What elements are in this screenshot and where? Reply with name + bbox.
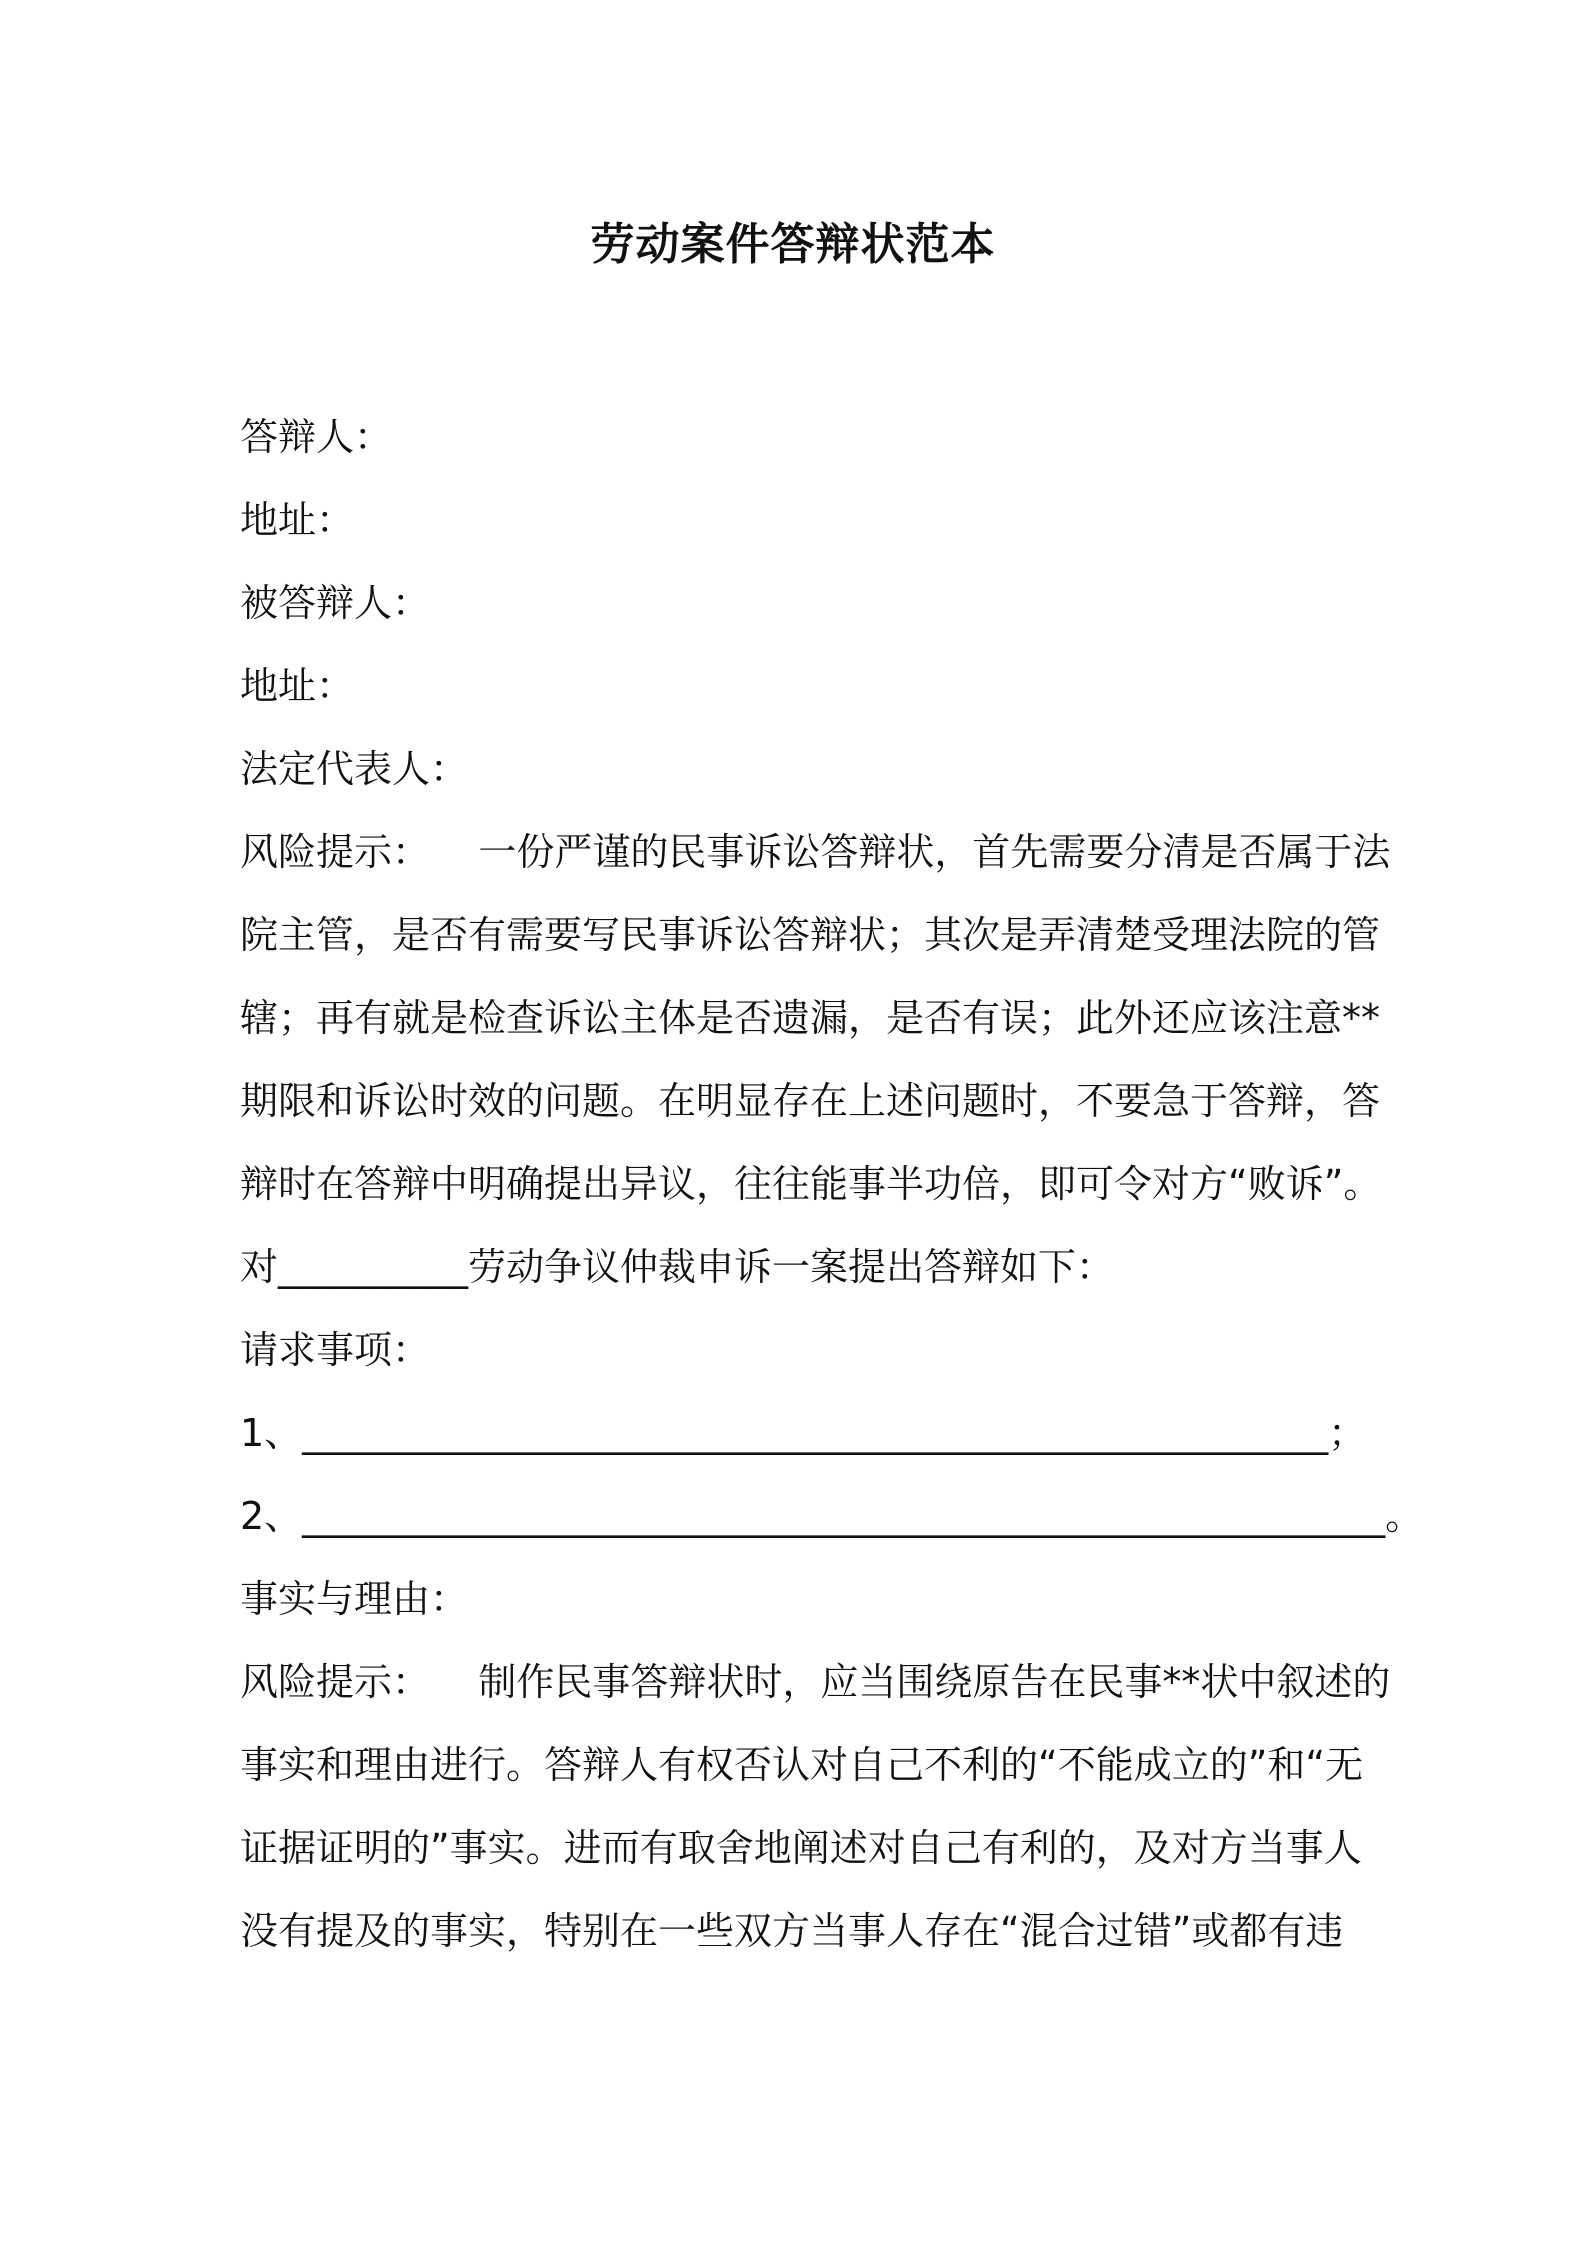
risk-note-paragraph-line: 期限和诉讼时效的问题。在明显存在上述问题时，不要急于答辩，答 [240,1079,1381,1123]
claims-heading: 请求事项： [240,1328,431,1372]
claim-item-2: 2、_________________________________________________________。 [240,1494,1424,1538]
risk-note-paragraph-line: 风险提示： 一份严谨的民事诉讼答辩状，首先需要分清是否属于法 [240,830,1391,874]
risk-note-paragraph-line: 事实和理由进行。答辩人有权否认对自己不利的“不能成立的”和“无 [240,1743,1364,1787]
claimant-address-label: 地址： [240,664,355,708]
document-title: 劳动案件答辩状范本 [590,219,996,270]
risk-note-paragraph-line: 院主管，是否有需要写民事诉讼答辩状；其次是弄清楚受理法院的管 [240,913,1381,957]
risk-note-paragraph-line: 辩时在答辩中明确提出异议，往往能事半功倍，即可令对方“败诉”。 [240,1162,1382,1206]
facts-reasons-heading: 事实与理由： [240,1577,469,1621]
claimant-label: 被答辩人： [240,581,431,625]
legal-representative-label: 法定代表人： [240,747,469,791]
risk-note-paragraph-line: 证据证明的”事实。进而有取舍地阐述对自己有利的，及对方当事人 [240,1826,1362,1870]
defense-intro-line: 对__________劳动争议仲裁申诉一案提出答辩如下： [240,1245,1115,1289]
respondent-label: 答辩人： [240,415,393,459]
risk-note-paragraph-line: 辖；再有就是检查诉讼主体是否遗漏，是否有误；此外还应该注意** [240,996,1381,1040]
respondent-address-label: 地址： [240,498,355,542]
risk-note-paragraph-line: 风险提示： 制作民事答辩状时，应当围绕原告在民事**状中叙述的 [240,1660,1391,1704]
risk-note-paragraph-line: 没有提及的事实，特别在一些双方当事人存在“混合过错”或都有违 [240,1909,1344,1953]
claim-item-1: 1、______________________________________________________； [240,1411,1367,1455]
